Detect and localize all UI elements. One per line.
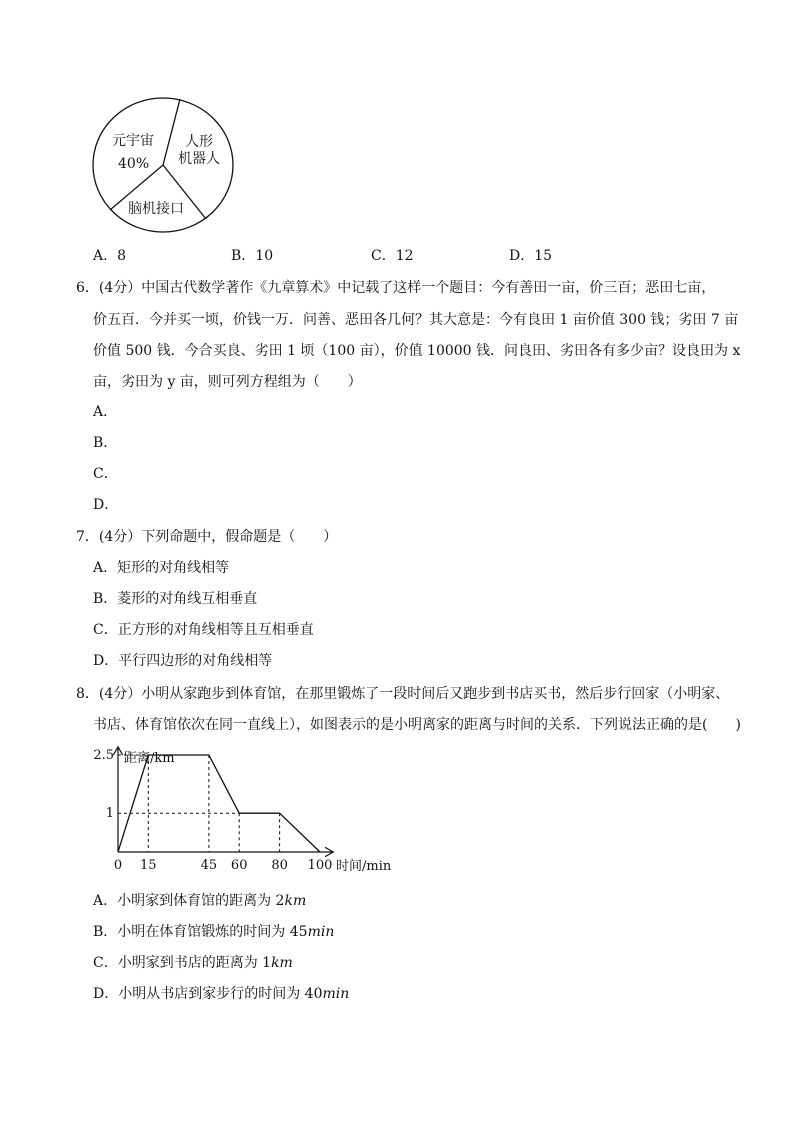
x-tick-label-15: 15	[140, 858, 157, 873]
q7-option-b[interactable]: B．菱形的对角线互相垂直	[93, 591, 258, 607]
x-tick-label-45: 45	[200, 858, 218, 873]
q6-option-a[interactable]: A．	[93, 404, 118, 420]
pie-label-robot-2: 机器人	[178, 151, 220, 167]
x-axis-label: 时间/min	[336, 859, 392, 874]
pie-label-bci: 脑机接口	[128, 201, 184, 217]
y-tick-label-1: 1	[105, 806, 114, 822]
x-tick-label-0: 0	[113, 858, 123, 873]
q8-option-b-text: B．小明在体育馆锻炼的时间为 45	[93, 924, 308, 940]
q5-option-d[interactable]: D．15	[509, 248, 553, 264]
q5-option-b[interactable]: B．10	[231, 248, 274, 264]
x-tick-label-80: 80	[271, 858, 288, 873]
q5-option-c[interactable]: C．12	[371, 248, 414, 264]
q7-option-d[interactable]: D．平行四边形的对角线相等	[93, 653, 273, 669]
q8-option-c-text: C．小明家到书店的距离为 1	[93, 955, 272, 971]
q6-stem-line-4: 亩，劣田为 y 亩，则可列方程组为（ ）	[93, 374, 362, 390]
x-tick-label-60: 60	[230, 858, 248, 873]
y-axis-label: 距离/km	[124, 751, 175, 766]
q8-option-c[interactable]	[93, 953, 293, 973]
q8-option-b-unit: min	[307, 924, 335, 940]
q8-option-a-text: A．小明家到体育馆的距离为 2	[93, 893, 285, 909]
q8-option-c-unit: km	[271, 955, 293, 971]
q5-option-a[interactable]: A．8	[93, 248, 127, 264]
q7-option-a[interactable]: A．矩形的对角线相等	[93, 560, 230, 576]
q8-option-a-unit: km	[284, 893, 307, 909]
q8-option-b[interactable]	[93, 922, 334, 942]
q6-option-d[interactable]: D．	[93, 497, 119, 513]
q6-stem-line-1: 6．(4分）中国古代数学著作《九章算术》中记载了这样一个题目：今有善田一亩，价三百；恶田七亩，	[76, 280, 716, 296]
q8-option-d[interactable]	[93, 984, 349, 1004]
q8-stem-line-1: 8．(4分）小明从家跑步到体育馆，在那里锻炼了一段时间后又跑步到书店买书，然后步行回家（小明家、	[76, 686, 730, 702]
q7-stem: 7．(4分）下列命题中，假命题是（ ）	[76, 529, 338, 545]
q8-option-a[interactable]	[93, 891, 306, 911]
q6-option-c[interactable]: C．	[93, 466, 118, 482]
q8-option-d-text: D．小明从书店到家步行的时间为 40	[93, 986, 323, 1002]
pie-label-robot-1: 人形	[185, 134, 213, 150]
x-tick-label-100: 100	[307, 858, 333, 873]
q6-stem-line-3: 价值 500 钱．今合买良、劣田 1 顷（100 亩），价值 10000 钱．问良田、劣田各有多少亩？设良田为 x	[93, 343, 741, 359]
distance-time-chart	[80, 740, 410, 880]
q6-option-b[interactable]: B．	[93, 435, 118, 451]
pie-chart	[90, 95, 240, 235]
q7-option-c[interactable]: C．正方形的对角线相等且互相垂直	[93, 622, 314, 638]
y-tick-label-2.5: 2.5	[93, 748, 114, 763]
pie-label-metaverse: 元宇宙	[112, 133, 154, 149]
q6-stem-line-2: 价五百．今并买一顷，价钱一万．问善、恶田各几何？其大意是：今有良田 1 亩价值 300 钱；劣田 7 亩	[93, 312, 739, 328]
pie-label-metaverse-percent: 40%	[118, 156, 150, 172]
q8-stem-line-2: 书店、体育馆依次在同一直线上），如图表示的是小明离家的距离与时间的关系．下列说法正确的是( )	[93, 717, 741, 733]
q8-option-d-unit: min	[322, 986, 350, 1002]
